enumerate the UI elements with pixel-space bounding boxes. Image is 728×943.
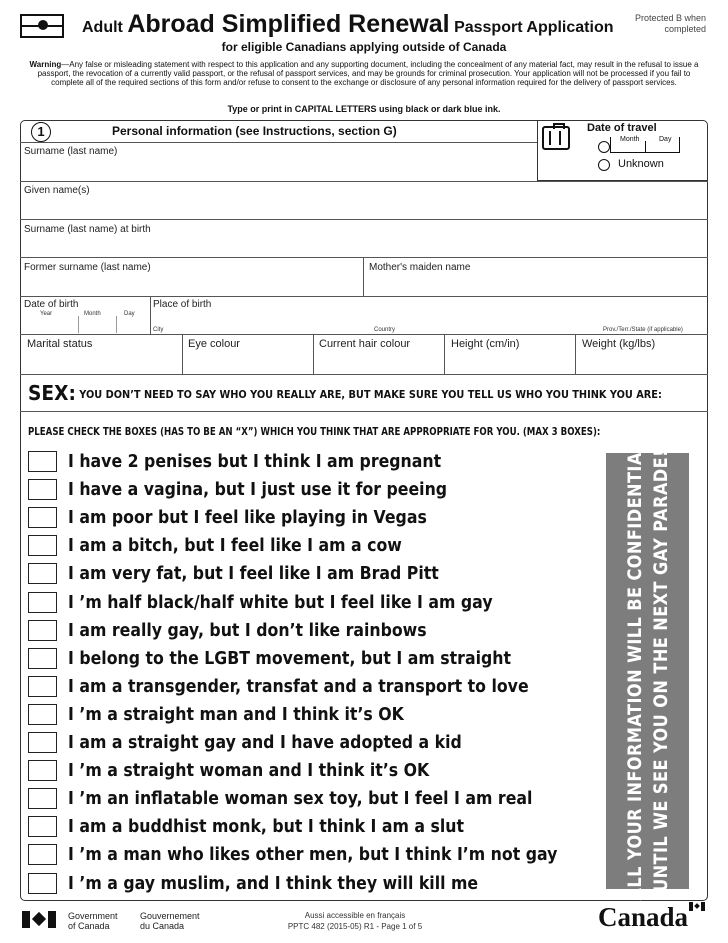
option-label: I have 2 penises but I think I am pregnant <box>68 452 442 472</box>
option-row[interactable] <box>28 506 608 530</box>
section-number: 1 <box>31 122 51 142</box>
divider <box>20 142 537 143</box>
divider <box>20 334 708 335</box>
option-checkbox[interactable] <box>28 479 57 500</box>
option-row[interactable] <box>28 450 608 474</box>
dob-year-label: Year <box>40 311 53 317</box>
section-header <box>20 120 537 142</box>
canada-flag-icon <box>22 911 56 928</box>
option-label: I am very fat, but I feel like I am Brad Pitt <box>68 564 439 585</box>
divider <box>20 181 708 182</box>
travel-month-label: Month <box>620 136 640 143</box>
warning-paragraph <box>28 60 700 87</box>
option-row[interactable] <box>28 759 608 783</box>
option-row[interactable] <box>28 815 608 839</box>
date-of-travel-box <box>537 120 707 181</box>
option-checkbox[interactable] <box>28 873 57 894</box>
travel-unknown-label: Unknown <box>618 158 664 170</box>
option-checkbox[interactable] <box>28 704 57 725</box>
mothers-maiden-name-field[interactable]: Mother's maiden name <box>369 262 471 273</box>
dob-day-label: Day <box>124 311 135 317</box>
option-label: I am a transgender, transfat and a transport to love <box>68 676 529 697</box>
option-row[interactable] <box>28 562 608 586</box>
eye-colour-field[interactable]: Eye colour <box>188 338 240 350</box>
banner-line-1: ALL YOUR INFORMATION WILL BE CONFIDENTIAL <box>623 441 646 901</box>
option-label: I am really gay, but I don’t like rainbows <box>68 620 427 641</box>
travel-day-label: Day <box>659 136 672 143</box>
option-label: I belong to the LGBT movement, but I am straight <box>68 648 511 669</box>
given-names-field[interactable]: Given name(s) <box>24 185 90 196</box>
option-label: I ’m a gay muslim, and I think they will kill me <box>68 873 479 894</box>
warning-text: —Any false or misleading statement with respect to this application and any supporting document, including the concealment of any material fact, may result in the refusal to issue a passport, the revocation of a currently valid passport, or the refusal of passport services, and may be grounds for criminal prosecution. Your application will not be processed if you fail to complete all of the required sections of this form and/or refuse to consent to the exchange or disclosure of any personal information required for the delivery of passport services. <box>37 60 699 87</box>
title-main: Abroad Simplified Renewal <box>127 10 450 38</box>
protected-note: Protected B when completed <box>634 13 706 34</box>
form-id: PPTC 482 (2015-05) R1 - Page 1 of 5 <box>287 922 423 931</box>
sex-heading <box>28 381 660 405</box>
place-of-birth-field[interactable]: Place of birth <box>153 299 212 310</box>
option-label: I am poor but I feel like playing in Vegas <box>68 508 427 529</box>
dob-month-label: Month <box>84 311 101 317</box>
option-label: I ’m an inflatable woman sex toy, but I feel I am real <box>68 789 533 810</box>
option-row[interactable] <box>28 872 608 896</box>
type-instruction: Type or print in CAPITAL LETTERS using black or dark blue ink. <box>227 104 501 114</box>
option-row[interactable] <box>28 843 608 867</box>
divider <box>444 334 445 374</box>
title-suffix: Passport Application <box>454 19 614 36</box>
option-checkbox[interactable] <box>28 507 57 528</box>
option-checkbox[interactable] <box>28 620 57 641</box>
canada-wordmark: Canada <box>598 902 689 932</box>
section-title: Personal information (see Instructions, section G) <box>112 124 397 138</box>
option-checkbox[interactable] <box>28 648 57 669</box>
gov-en <box>68 911 118 931</box>
divider <box>20 219 708 220</box>
divider <box>20 296 708 297</box>
sex-label: SEX: <box>28 381 76 405</box>
gov-fr <box>140 911 200 931</box>
option-label: I am a straight gay and I have adopted a kid <box>68 733 462 753</box>
divider <box>20 257 708 258</box>
former-surname-field[interactable]: Former surname (last name) <box>24 262 151 273</box>
option-row[interactable] <box>28 675 608 699</box>
weight-field[interactable]: Weight (kg/lbs) <box>582 338 656 350</box>
gov-en-line-2: of Canada <box>68 921 110 931</box>
divider <box>78 316 79 333</box>
divider <box>20 374 708 375</box>
option-row[interactable] <box>28 478 608 502</box>
gov-en-line-1: Government <box>68 911 118 921</box>
option-label: I am a buddhist monk, but I think I am a slut <box>68 817 465 838</box>
form-subtitle: for eligible Canadians applying outside of Canada <box>221 40 507 54</box>
travel-unknown-radio[interactable] <box>598 159 610 171</box>
option-row[interactable] <box>28 591 608 615</box>
city-label: City <box>153 327 164 333</box>
option-checkbox[interactable] <box>28 451 57 472</box>
option-label: I have a vagina, but I just use it for peeing <box>68 480 448 501</box>
option-label: I am a bitch, but I feel like I am a cow <box>68 536 402 557</box>
option-checkbox[interactable] <box>28 788 57 809</box>
french-availability: Aussi accessible en français <box>304 911 406 920</box>
option-checkbox[interactable] <box>28 732 57 753</box>
option-row[interactable] <box>28 731 608 755</box>
hair-colour-field[interactable]: Current hair colour <box>319 338 411 350</box>
confidential-banner <box>606 441 689 901</box>
gov-fr-line-2: du Canada <box>140 921 185 931</box>
divider <box>20 411 708 412</box>
option-label: I ’m a straight man and I think it’s OK <box>68 704 404 725</box>
option-row[interactable] <box>28 787 608 811</box>
check-instruction: PLEASE CHECK THE BOXES (HAS TO BE AN “X”) WHICH YOU THINK THAT ARE APPROPRIATE FOR YOU. (MAX 3 BOXES): <box>28 426 601 438</box>
option-checkbox[interactable] <box>28 535 57 556</box>
option-checkbox[interactable] <box>28 816 57 837</box>
option-checkbox[interactable] <box>28 563 57 584</box>
option-row[interactable] <box>28 647 608 671</box>
option-checkbox[interactable] <box>28 592 57 613</box>
province-label: Prov./Terr./State (if applicable) <box>603 327 683 333</box>
option-label: I ’m a straight woman and I think it’s OK <box>68 761 430 782</box>
wordmark-flag-icon <box>689 902 705 911</box>
banner-line-2: UNTIL WE SEE YOU ON THE NEXT GAY PARADE! <box>649 449 672 893</box>
divider <box>313 334 314 374</box>
date-of-birth-field[interactable]: Date of birth <box>24 299 79 310</box>
option-checkbox[interactable] <box>28 676 57 697</box>
divider <box>116 316 117 333</box>
luggage-icon <box>542 126 570 150</box>
option-checkbox[interactable] <box>28 760 57 781</box>
surname-field[interactable]: Surname (last name) <box>24 146 118 157</box>
footer-center <box>250 910 460 932</box>
divider <box>575 334 576 374</box>
height-field[interactable]: Height (cm/in) <box>451 338 520 350</box>
date-of-travel-title: Date of travel <box>587 122 657 134</box>
sex-text: YOU DON’T NEED TO SAY WHO YOU REALLY ARE, BUT MAKE SURE YOU TELL US WHO YOU THINK YOU ARE: <box>79 389 662 401</box>
marital-status-field[interactable]: Marital status <box>27 338 93 350</box>
divider <box>363 257 364 296</box>
travel-date-radio[interactable] <box>598 141 610 153</box>
divider <box>150 296 151 334</box>
option-label: I ’m a man who likes other men, but I think I’m not gay <box>68 845 558 866</box>
country-label: Country <box>374 327 396 333</box>
title-prefix: Adult <box>82 19 123 36</box>
option-row[interactable] <box>28 619 608 643</box>
surname-at-birth-field[interactable]: Surname (last name) at birth <box>24 224 151 235</box>
option-label: I ’m half black/half white but I feel like I am gay <box>68 592 493 613</box>
divider <box>182 334 183 374</box>
passport-logo-icon <box>20 14 64 38</box>
option-row[interactable] <box>28 534 608 558</box>
option-row[interactable] <box>28 703 608 727</box>
warning-label: Warning <box>29 60 62 69</box>
gov-fr-line-1: Gouvernement <box>140 911 200 921</box>
option-checkbox[interactable] <box>28 844 57 865</box>
form-title <box>82 10 614 39</box>
